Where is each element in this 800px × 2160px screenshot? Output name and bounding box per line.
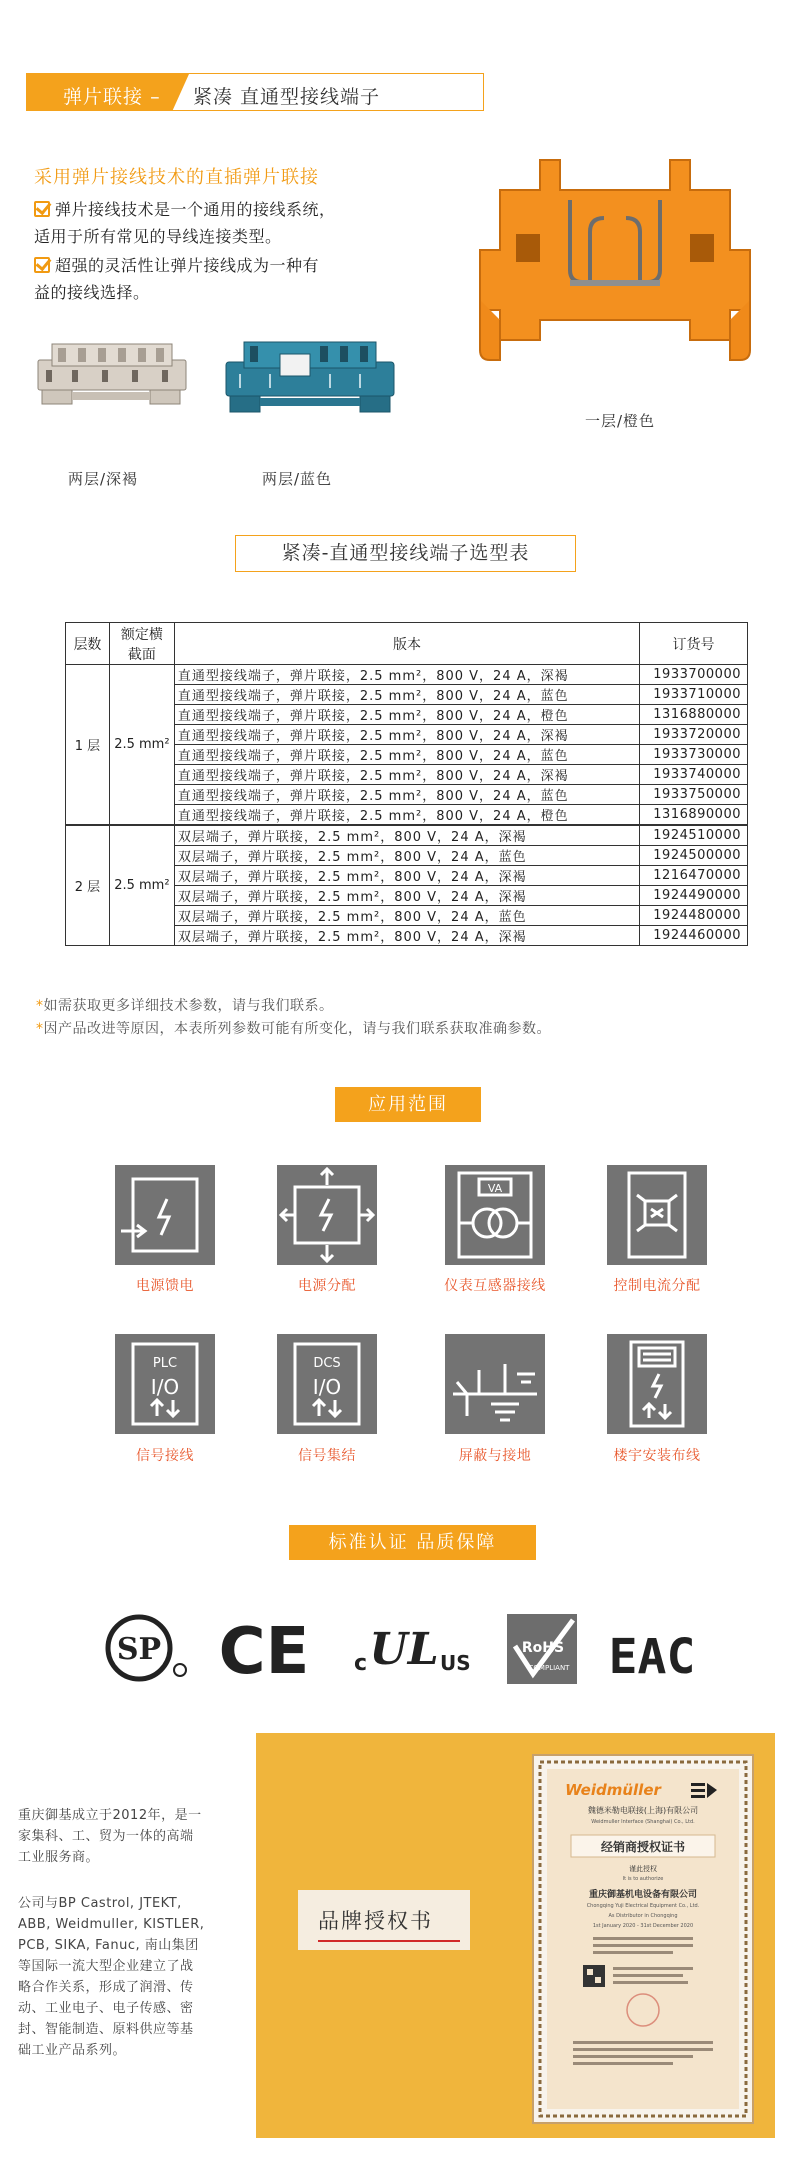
version-cell: 直通型接线端子，弹片联接，2.5 mm²，800 V，24 A，蓝色	[174, 685, 639, 705]
feature-item-1: 弹片接线技术是一个通用的接线系统， 适用于所有常见的导线连接类型。	[34, 200, 336, 246]
app-label-control-current: 控制电流分配	[613, 1278, 701, 1294]
note-2: *因产品改进等原因，本表所列参数可能有所变化，请与我们联系获取准确参数。	[36, 1021, 551, 1037]
order-number-cell: 1924490000	[640, 886, 748, 906]
version-cell: 双层端子，弹片联接，2.5 mm²，800 V，24 A，蓝色	[174, 906, 639, 926]
app-label-dcs-io: 信号集结	[298, 1448, 356, 1464]
note-1: *如需获取更多详细技术参数，请与我们联系。	[36, 998, 334, 1014]
section-cell: 2.5 mm²	[109, 665, 174, 826]
svg-text:VA: VA	[487, 1182, 503, 1195]
checkbox-icon	[34, 201, 50, 217]
version-cell: 直通型接线端子，弹片联接，2.5 mm²，800 V，24 A，橙色	[174, 805, 639, 826]
version-cell: 双层端子，弹片联接，2.5 mm²，800 V，24 A，深褐	[174, 926, 639, 946]
blue-terminal-caption: 两层/蓝色	[262, 470, 333, 488]
header-section: 额定横 截面	[109, 623, 174, 665]
order-number-cell: 1216470000	[640, 866, 748, 886]
power-feed-icon	[115, 1165, 215, 1265]
app-label-power-feed: 电源馈电	[136, 1278, 194, 1294]
svg-text:UL: UL	[369, 1624, 439, 1675]
version-cell: 直通型接线端子，弹片联接，2.5 mm²，800 V，24 A，深褐	[174, 665, 639, 685]
authorization-underline	[318, 1940, 460, 1942]
order-number-cell: 1924510000	[640, 825, 748, 846]
header-title-main: 弹片联接 –	[63, 86, 161, 108]
version-cell: 直通型接线端子，弹片联接，2.5 mm²，800 V，24 A，深褐	[174, 765, 639, 785]
svg-text:COMPLIANT: COMPLIANT	[528, 1664, 570, 1672]
header-title-sub: 紧凑 直通型接线端子	[193, 86, 381, 108]
beige-terminal-caption: 两层/深褐	[68, 470, 139, 488]
svg-text:It is to authorize: It is to authorize	[622, 1876, 664, 1882]
order-number-cell: 1933740000	[640, 765, 748, 785]
table-row	[66, 665, 748, 685]
dcs-io-icon	[277, 1334, 377, 1434]
svg-text:经销商授权证书: 经销商授权证书	[600, 1840, 686, 1854]
order-number-cell: 1933700000	[640, 665, 748, 685]
svg-text:SP: SP	[116, 1632, 162, 1667]
section-cell: 2.5 mm²	[109, 825, 174, 946]
table-row	[66, 825, 748, 846]
svg-text:PLC: PLC	[152, 1356, 178, 1371]
order-number-cell: 1924500000	[640, 846, 748, 866]
version-cell: 直通型接线端子，弹片联接，2.5 mm²，800 V，24 A，橙色	[174, 705, 639, 725]
svg-text:I/O: I/O	[150, 1375, 180, 1399]
section-header	[26, 73, 484, 111]
control-current-icon	[607, 1165, 707, 1265]
order-number-cell: 1933720000	[640, 725, 748, 745]
ul-logo-icon	[342, 1612, 471, 1682]
order-number-cell: 1933750000	[640, 785, 748, 805]
svg-text:c: c	[354, 1651, 368, 1676]
feature-item-2: 超强的灵活性让弹片接线成为一种有 益的接线选择。	[34, 256, 320, 302]
svg-text:RoHS: RoHS	[521, 1640, 565, 1656]
svg-text:CE: CE	[218, 1615, 310, 1689]
version-cell: 双层端子，弹片联接，2.5 mm²，800 V，24 A，深褐	[174, 825, 639, 846]
svg-text:魏德米勒电联接(上海)有限公司: 魏德米勒电联接(上海)有限公司	[587, 1806, 699, 1815]
selection-table-title: 紧凑-直通型接线端子选型表	[235, 535, 576, 572]
version-cell: 双层端子，弹片联接，2.5 mm²，800 V，24 A，深褐	[174, 866, 639, 886]
version-cell: 直通型接线端子，弹片联接，2.5 mm²，800 V，24 A，蓝色	[174, 745, 639, 765]
version-cell: 双层端子，弹片联接，2.5 mm²，800 V，24 A，蓝色	[174, 846, 639, 866]
order-number-cell: 1316880000	[640, 705, 748, 725]
orange-terminal-caption: 一层/橙色	[585, 412, 656, 430]
transformer-icon	[445, 1165, 545, 1265]
svg-text:EAC: EAC	[608, 1629, 696, 1685]
order-number-cell: 1924460000	[640, 926, 748, 946]
power-distribution-icon	[277, 1165, 377, 1265]
header-order: 订货号	[640, 623, 748, 665]
svg-text:I/O: I/O	[312, 1375, 342, 1399]
svg-text:Chongqing Yuji Electrical Equi: Chongqing Yuji Electrical Equipment Co., Ltd.	[586, 1903, 700, 1909]
ce-logo-icon	[218, 1615, 310, 1689]
company-intro: 重庆御基成立于2012年，是一 家集科、工、贸为一体的高端 工业服务商。	[18, 1808, 202, 1865]
checkbox-icon	[34, 257, 50, 273]
version-cell: 直通型接线端子，弹片联接，2.5 mm²，800 V，24 A，蓝色	[174, 785, 639, 805]
applications-title: 应用范围	[335, 1087, 481, 1122]
orange-terminal-image	[460, 130, 770, 380]
svg-text:As Distributor in Chongqing: As Distributor in Chongqing	[608, 1913, 678, 1919]
svg-text:1st January 2020 - 31st Decemb: 1st January 2020 - 31st December 2020	[592, 1923, 694, 1929]
blue-terminal-image	[220, 326, 400, 426]
shield-ground-icon	[445, 1334, 545, 1434]
app-label-transformer: 仪表互感器接线	[444, 1278, 546, 1294]
csa-logo-icon	[105, 1612, 195, 1687]
certification-title: 标准认证 品质保障	[289, 1525, 536, 1560]
order-number-cell: 1933710000	[640, 685, 748, 705]
svg-text:US: US	[440, 1651, 471, 1675]
rohs-logo-icon	[505, 1612, 580, 1687]
svg-text:Weidmuller Interface (Shanghai: Weidmuller Interface (Shanghai) Co., Ltd.	[591, 1819, 695, 1825]
version-cell: 双层端子，弹片联接，2.5 mm²，800 V，24 A，深褐	[174, 886, 639, 906]
plc-io-icon	[115, 1334, 215, 1434]
app-label-building-wiring: 楼宇安装布线	[613, 1448, 701, 1464]
company-partners: 公司与BP Castrol, JTEKT, ABB, Weidmuller, KISTLER, PCB, SIKA, Fanuc, 南山集团 等国际一流大型企业建立了战 略合作关系，形成了润滑、传 动、工业电子、电子传感、密 封、智能制造、原料供应等基 础工业产品系列。	[18, 1896, 205, 2058]
authorization-certificate	[533, 1755, 753, 2123]
feature-title: 采用弹片接线技术的直插弹片联接	[34, 167, 319, 188]
header-layers: 层数	[66, 623, 110, 665]
app-label-plc-io: 信号接线	[136, 1448, 194, 1464]
svg-text:谨此授权: 谨此授权	[629, 1865, 657, 1873]
selection-table	[65, 622, 748, 946]
layer-cell: 2 层	[66, 825, 110, 946]
version-cell: 直通型接线端子，弹片联接，2.5 mm²，800 V，24 A，深褐	[174, 725, 639, 745]
svg-text:DCS: DCS	[313, 1356, 341, 1371]
layer-cell: 1 层	[66, 665, 110, 826]
app-label-power-distribution: 电源分配	[298, 1278, 356, 1294]
order-number-cell: 1933730000	[640, 745, 748, 765]
building-wiring-icon	[607, 1334, 707, 1434]
authorization-label: 品牌授权书	[318, 1909, 433, 1933]
table-header-row	[66, 623, 748, 665]
app-label-shield-ground: 屏蔽与接地	[458, 1448, 532, 1464]
header-version: 版本	[174, 623, 639, 665]
order-number-cell: 1316890000	[640, 805, 748, 826]
beige-terminal-image	[32, 330, 192, 420]
order-number-cell: 1924480000	[640, 906, 748, 926]
svg-text:Weidmüller: Weidmüller	[565, 1781, 661, 1799]
eac-logo-icon	[608, 1615, 696, 1685]
svg-text:重庆御基机电设备有限公司: 重庆御基机电设备有限公司	[588, 1890, 698, 1900]
